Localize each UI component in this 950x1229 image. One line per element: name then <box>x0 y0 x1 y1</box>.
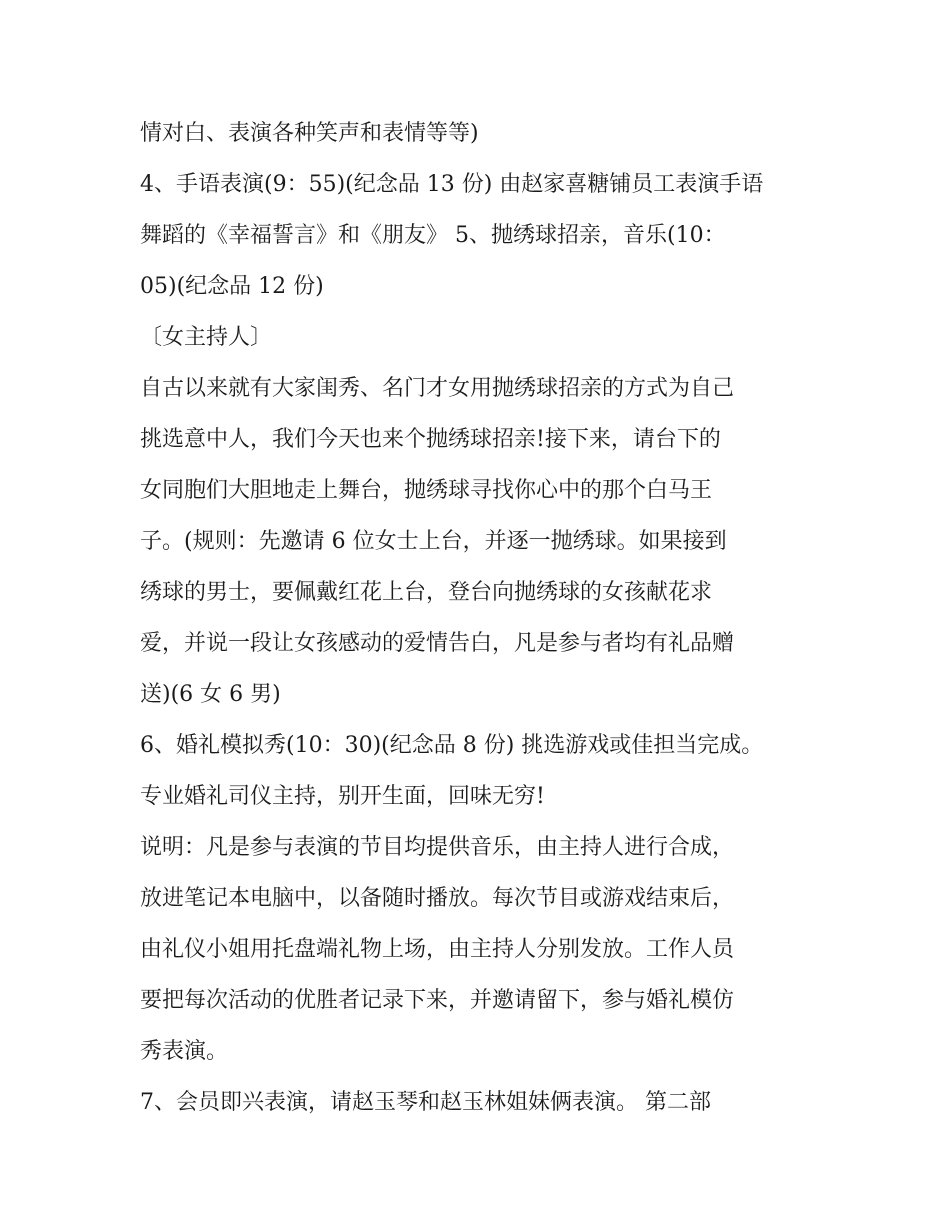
text-line: 子。(规则：先邀请 6 位女士上台，并逐一抛绣球。如果接到 <box>140 529 727 554</box>
text-line: 挑选意中人，我们今天也来个抛绣球招亲!接下来，请台下的 <box>140 427 721 452</box>
text-line: 专业婚礼司仪主持，别开生面，回味无穷! <box>140 784 545 809</box>
document-body <box>140 108 830 1128</box>
text-line: 绣球的男士，要佩戴红花上台，登台向抛绣球的女孩献花求 <box>140 580 713 605</box>
text-line: 〔女主持人〕 <box>140 325 273 350</box>
text-line: 由礼仪小姐用托盘端礼物上场，由主持人分别发放。工作人员 <box>140 937 735 962</box>
text-line: 自古以来就有大家闺秀、名门才女用抛绣球招亲的方式为自己 <box>140 376 735 401</box>
text-line: 说明：凡是参与表演的节目均提供音乐，由主持人进行合成， <box>140 835 735 860</box>
text-line: 女同胞们大胆地走上舞台，抛绣球寻找你心中的那个白马王 <box>140 478 713 503</box>
text-line: 7、会员即兴表演，请赵玉琴和赵玉林姐妹俩表演。 第二部 <box>140 1090 711 1115</box>
text-line: 4、手语表演(9：55)(纪念品 13 份) 由赵家喜糖铺员工表演手语 <box>140 172 764 197</box>
text-line: 秀表演。 <box>140 1039 229 1064</box>
text-line: 送)(6 女 6 男) <box>140 682 281 707</box>
text-line: 舞蹈的《幸福誓言》和《朋友》 5、抛绣球招亲，音乐(10： <box>140 223 726 248</box>
text-line: 爱，并说一段让女孩感动的爱情告白，凡是参与者均有礼品赠 <box>140 631 735 656</box>
text-line: 05)(纪念品 12 份) <box>140 274 324 299</box>
text-line: 情对白、表演各种笑声和表情等等) <box>140 121 479 146</box>
text-line: 要把每次活动的优胜者记录下来，并邀请留下，参与婚礼模仿 <box>140 988 735 1013</box>
text-line: 放进笔记本电脑中，以备随时播放。每次节目或游戏结束后， <box>140 886 735 911</box>
text-line: 6、婚礼模拟秀(10：30)(纪念品 8 份) 挑选游戏或佳担当完成。 <box>140 733 764 758</box>
